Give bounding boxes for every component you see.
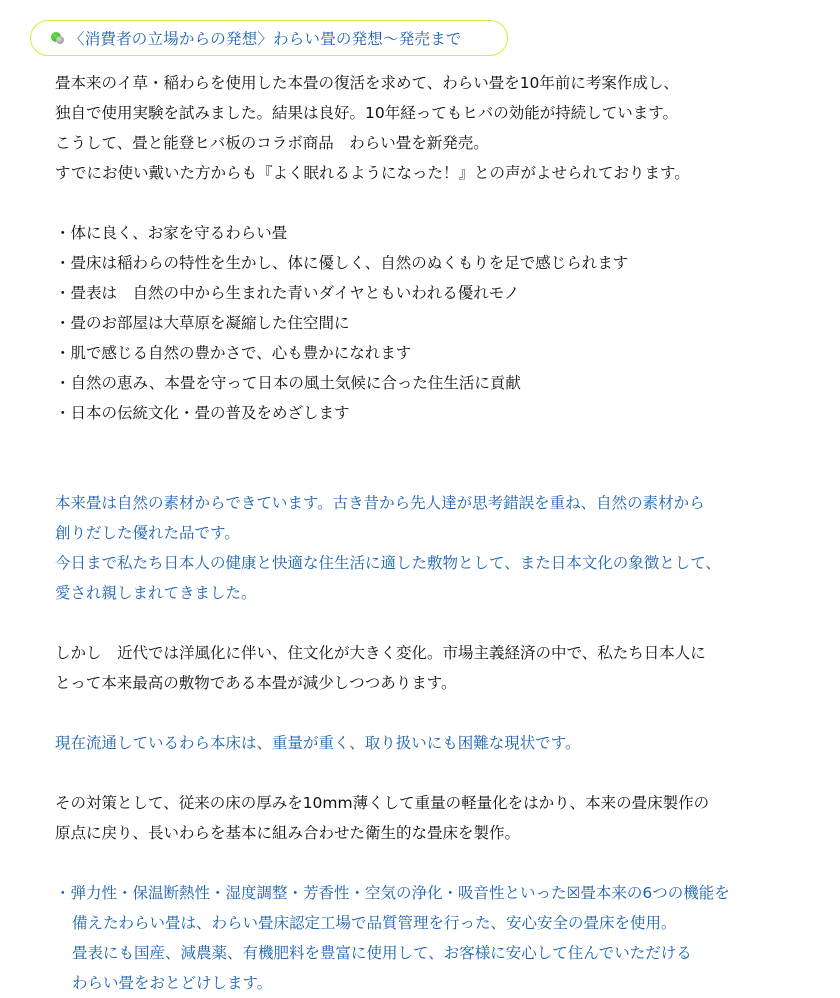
feature-item: ・日本の伝統文化・畳の普及をめざします: [55, 404, 350, 422]
natural-material-line: 創りだした優れた品です。: [55, 524, 240, 542]
feature-item: ・畳床は稲わらの特性を生かし、体に優しく、自然のぬくもりを足で感じられます: [55, 254, 629, 272]
solution-line: その対策として、従来の床の厚みを10mm薄くして重量の軽量化をはかり、本来の畳床製作の: [55, 794, 710, 812]
natural-material-line: 今日まで私たち日本人の健康と快適な住生活に適した敷物として、また日本文化の象徴として、: [55, 554, 721, 572]
feature-item: ・体に良く、お家を守るわらい畳: [55, 224, 288, 242]
heading-text: 〈消費者の立場からの発想〉わらい畳の発想〜発売まで: [69, 30, 462, 48]
modern-line: しかし 近代では洋風化に伴い、住文化が大きく変化。市場主義経済の中で、私たち日本人に: [55, 644, 706, 662]
feature-item: ・肌で感じる自然の豊かさで、心も豊かになれます: [55, 344, 412, 362]
intro-line: こうして、畳と能登ヒバ板のコラボ商品 わらい畳を新発売。: [55, 134, 489, 152]
natural-material-paragraph: [55, 488, 825, 608]
current-paragraph: [55, 728, 825, 758]
feature-item: ・自然の恵み、本畳を守って日本の風土気候に合った住生活に貢献: [55, 374, 521, 392]
modern-paragraph: [55, 638, 825, 698]
intro-line: 畳本来のイ草・稲わらを使用した本畳の復活を求めて、わらい畳を10年前に考案作成し、: [55, 74, 679, 92]
current-line: 現在流通しているわら本床は、重量が重く、取り扱いにも困難な現状です。: [55, 734, 581, 752]
intro-paragraph: [55, 68, 825, 188]
functions-line: 畳表にも国産、減農薬、有機肥料を豊富に使用して、お客様に安心して住んでいただける: [72, 944, 692, 962]
intro-line: すでにお使い戴いた方からも『よく眠れるようになった！』との声がよせられております。: [55, 164, 690, 182]
functions-line: わらい畳をおとどけします。: [72, 974, 273, 992]
feature-item: ・畳のお部屋は大草原を凝縮した住空間に: [55, 314, 350, 332]
article-body: [55, 68, 825, 998]
feature-item: ・畳表は 自然の中から生まれた青いダイヤともいわれる優れモノ: [55, 284, 520, 302]
features-list: [55, 218, 825, 428]
natural-material-line: 本来畳は自然の素材からできています。古き昔から先人達が思考錯誤を重ね、自然の素材から: [55, 494, 705, 512]
solution-line: 原点に戻り、長いわらを基本に組み合わせた衛生的な畳床を製作。: [55, 824, 521, 842]
solution-paragraph: [55, 788, 825, 848]
modern-line: とって本来最高の敷物である本畳が減少しつつあります。: [55, 674, 457, 692]
functions-line: ・弾力性・保温断熱性・湿度調整・芳香性・空気の浄化・吸音性といった☒畳本来の6つの機能を: [55, 884, 730, 902]
intro-line: 独自で使用実験を試みました。結果は良好。10年経ってもヒバの効能が持続しています。: [55, 104, 678, 122]
functions-paragraph: [55, 878, 825, 998]
functions-line: 備えたわらい畳は、わらい畳床認定工場で品質管理を行った、安心安全の畳床を使用。: [72, 914, 677, 932]
green-dot-icon: [51, 31, 65, 45]
natural-material-line: 愛され親しまれてきました。: [55, 584, 257, 602]
section-heading: [30, 20, 508, 56]
